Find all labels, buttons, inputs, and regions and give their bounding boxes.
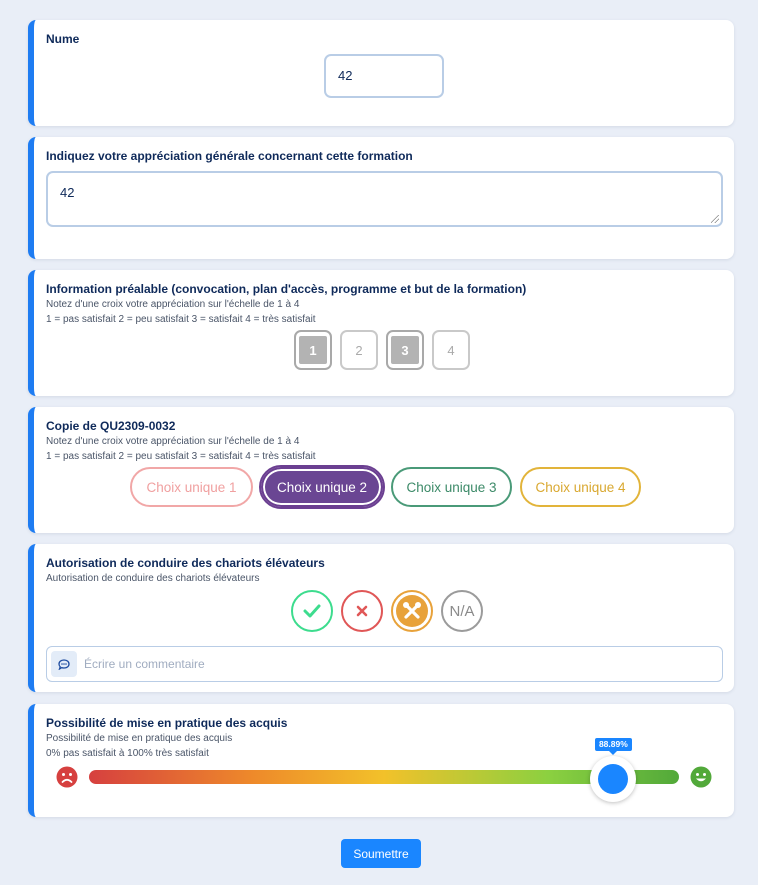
rating-option-2[interactable]: 2 [340, 330, 378, 370]
happy-face-icon [690, 766, 712, 788]
appreciation-textarea[interactable] [46, 171, 723, 227]
no-button[interactable] [341, 590, 383, 632]
question-title: Possibilité de mise en pratique des acquis [46, 716, 288, 730]
rating-group [294, 330, 470, 370]
tools-icon [402, 601, 422, 621]
question-card-appreciation [28, 137, 734, 259]
question-title: Information préalable (convocation, plan d'accès, programme et but de la formation) [46, 282, 527, 296]
question-card-autorisation [28, 544, 734, 692]
comment-field[interactable] [46, 646, 723, 682]
single-choice-group [130, 467, 641, 507]
question-title: Copie de QU2309-0032 [46, 419, 176, 433]
yes-no-group [291, 590, 483, 632]
choice-option-2[interactable]: Choix unique 2 [261, 467, 383, 507]
check-icon [303, 604, 321, 618]
textarea-value: 42 [60, 185, 75, 200]
comment-button[interactable] [51, 651, 77, 677]
question-card-information-prealable [28, 270, 734, 396]
question-card-nume [28, 20, 734, 126]
choice-option-4[interactable]: Choix unique 4 [520, 467, 641, 507]
rating-option-3[interactable]: 3 [386, 330, 424, 370]
question-card-mise-en-pratique [28, 704, 734, 817]
rating-option-4[interactable]: 4 [432, 330, 470, 370]
number-input[interactable]: 42 [324, 54, 444, 98]
cross-icon [356, 605, 368, 617]
choice-option-1[interactable]: Choix unique 1 [130, 467, 253, 507]
comment-icon [58, 659, 70, 670]
question-scale-legend: 1 = pas satisfait 2 = peu satisfait 3 = satisfait 4 = très satisfait [46, 451, 316, 462]
not-applicable-button[interactable]: N/A [441, 590, 483, 632]
question-card-copie [28, 407, 734, 533]
question-subtitle: Notez d'une croix votre appréciation sur l'échelle de 1 à 4 [46, 436, 300, 447]
question-subtitle: Autorisation de conduire des chariots élévateurs [46, 573, 260, 584]
resize-handle[interactable] [711, 215, 719, 223]
question-scale-legend: 0% pas satisfait à 100% très satisfait [46, 748, 209, 759]
slider-value-tooltip: 88.89% [595, 738, 632, 751]
question-scale-legend: 1 = pas satisfait 2 = peu satisfait 3 = satisfait 4 = très satisfait [46, 314, 316, 325]
question-title: Nume [46, 32, 80, 46]
slider-thumb[interactable] [590, 756, 636, 802]
question-subtitle: Notez d'une croix votre appréciation sur l'échelle de 1 à 4 [46, 299, 300, 310]
question-subtitle: Possibilité de mise en pratique des acquis [46, 733, 233, 744]
comment-placeholder: Écrire un commentaire [84, 657, 205, 671]
question-title: Autorisation de conduire des chariots élévateurs [46, 556, 325, 570]
choice-option-3[interactable]: Choix unique 3 [391, 467, 512, 507]
submit-button[interactable]: Soumettre [341, 839, 421, 868]
question-title: Indiquez votre appréciation générale concernant cette formation [46, 149, 413, 163]
sad-face-icon [56, 766, 78, 788]
needs-work-button[interactable] [391, 590, 433, 632]
rating-option-1[interactable]: 1 [294, 330, 332, 370]
yes-button[interactable] [291, 590, 333, 632]
